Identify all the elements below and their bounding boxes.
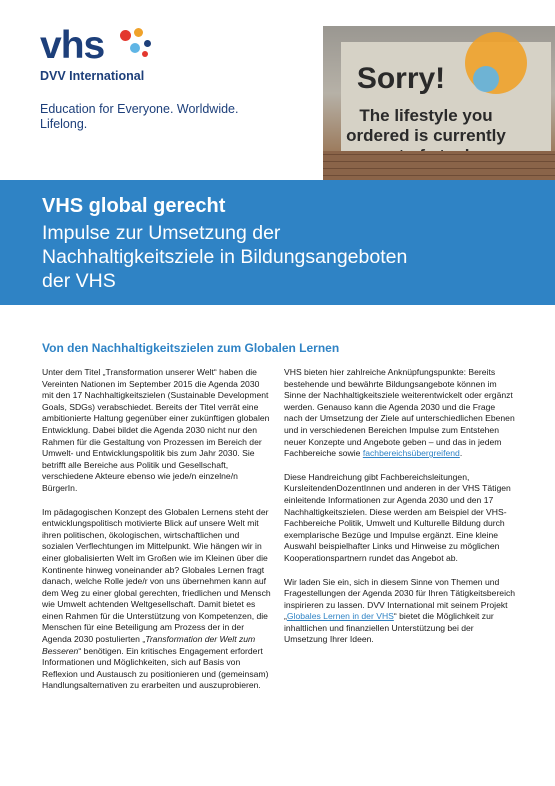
tagline	[40, 102, 280, 132]
link-fachbereichsuebergreifend[interactable]: fachbereichsübergreifend	[362, 448, 460, 459]
vhs-logo	[40, 26, 170, 86]
sign-text: The lifestyle you ordered is currently	[346, 106, 506, 145]
left-column	[42, 367, 272, 704]
header-photo	[323, 26, 555, 194]
page-subtitle: Impulse zur Umsetzung der Nachhaltigkeitsziele in Bildungsangeboten der VHS	[42, 222, 408, 292]
page-title: VHS global gerecht	[42, 195, 226, 217]
paragraph	[284, 367, 516, 460]
paragraph: Unter dem Titel „Transformation unserer Welt“ haben die Vereinten Nationen im September 2015 die Agenda 2030 mit den 17 Nachhaltigkeitszielen (Sustainable Development Goals, SDGs) verabschiedet. Bereits der Titel verrät eine ambitionierte Haltung gegenüber einer zukünftigen globalen Entwicklung. Dabei bildet die Agenda 2030 nicht nur den Rahmen für die Gestaltung von Prozessen im Bereich der Umwelt- und Entwicklungspolitik bis zum Jahr 2030. Sie betrifft alle Bereiche aus Politik und Gesellschaft, verschiedene Akteure ebenso wie jede/n einzelne/n BürgerIn.	[42, 367, 270, 493]
logo-dot-orange	[134, 28, 143, 37]
text-run: “ bietet die Möglichkeit zur inhaltlichen und finanziellen Unterstützung bei der Umsetzung Ihrer Ideen.	[284, 611, 494, 645]
section-heading: Von den Nachhaltigkeitszielen zum Globalen Lernen	[42, 341, 340, 355]
logo-dot-red-small	[142, 51, 148, 57]
logo-dot-red	[120, 30, 131, 41]
tagline-line-1: Education for Everyone. Worldwide.	[40, 102, 239, 116]
text-run: .	[459, 448, 463, 459]
emphasis-text: Transformation der Welt zum Besseren	[42, 634, 256, 656]
logo-wordmark: vhs	[40, 24, 105, 67]
paragraph	[284, 577, 516, 647]
right-column	[284, 367, 516, 658]
logo-subtitle: DVV International	[40, 69, 145, 83]
tagline-line-2: Lifelong.	[40, 117, 88, 131]
sign-headline: Sorry!	[356, 62, 446, 95]
paragraph	[42, 507, 272, 693]
logo-dot-navy	[144, 40, 151, 47]
paragraph: Diese Handreichung gibt Fachbereichsleitungen, KursleitendenDozentInnen und anderen in der VHS Tätigen einleitende Informationen zur Agenda 2030 und den 17 Nachhaltigkeitszielen. Diese werden am Beispiel der VHS-Fachbereiche Politik, Umwelt und Kulturelle Bildung durch exemplarische Bezüge und Impulse ergänzt. Eine kleine Auswahl beispielhafter Links und Hinweise zu möglichen Kooperationspartnern rundet das Angebot ab.	[284, 471, 511, 563]
text-run: Im pädagogischen Konzept des Globalen Lernens steht der entwicklungspolitisch motivierte Blick auf unsere Welt mit ihren politischen, ökologischen, wirtschaftlichen und sozialen Verflechtungen im Mittelpunkt. Wie hängen wir in einer globalisierten Welt im Großen wie im Kleinen über die Kontinente hinweg voneinander ab? Globales Lernen fragt danach, welche Rolle jede/r von uns übernehmen kann auf dem Weg zu einer global gerechten, friedlichen und Mensch wie Umwelt achtenden Weltgesellschaft. Damit bietet es einen Rahmen für die Unterstützung von Kompetenzen, die Menschen für eine Beteiligung am Prozess der in der Agenda 2030 postulierten „	[42, 506, 271, 645]
text-run: “ benötigen. Ein kritisches Engagement erfordert Informationen und Möglichkeiten, sich auf Basis von Reflexion und Austausch zu positionieren und (gemeinsam) Handlungsalternativen zu erarbeiten und auszuprobieren.	[42, 645, 269, 691]
decor-circle-blue	[473, 66, 499, 92]
text-run: Wir laden Sie ein, sich in diesem Sinne von Themen und Fragestellungen der Agenda 2030 für Ihren Tätigkeitsbereich inspirieren zu lassen. DVV International mit seinem Projekt „	[284, 576, 516, 622]
logo-dot-light-blue	[130, 43, 140, 53]
text-run: VHS bieten hier zahlreiche Anknüpfungspunkte: Bereits bestehende und bewährte Bildungsangebote können im Sinne der Nachhaltigkeitsziele weiterentwickelt oder ergänzt werden. Genauso kann die Agenda 2030 und die Frage nach der Umsetzung der Ziele auf unterschiedlichen Ebenen und in verschiedenen Bereichen Impulse zum Entstehen neuer Konzepte und Angebote geben – und das in jedem Fachbereiche sowie	[284, 367, 515, 459]
link-globales-lernen[interactable]: Globales Lernen in der VHS	[286, 611, 394, 622]
